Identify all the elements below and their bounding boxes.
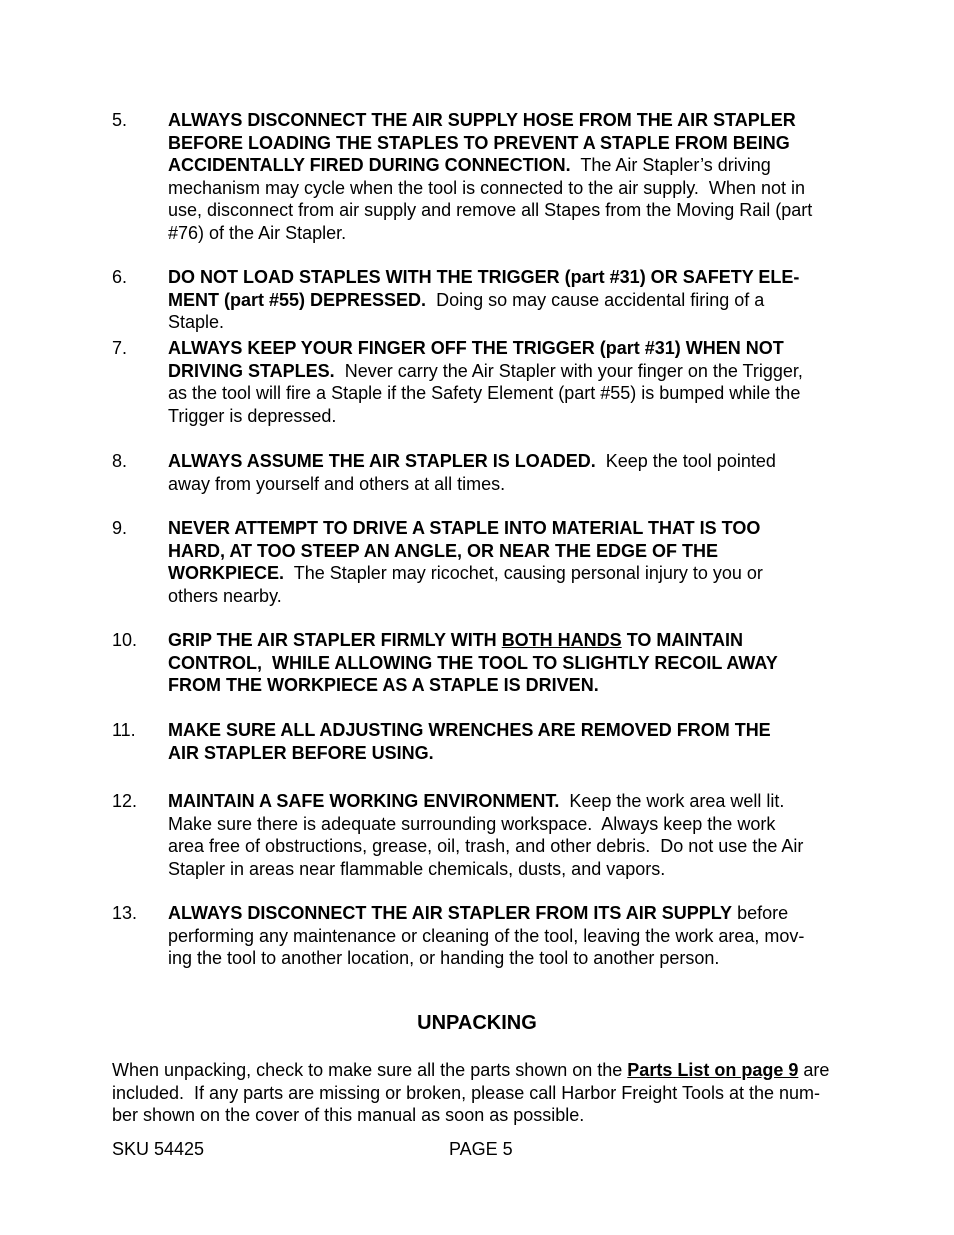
item-text	[168, 266, 842, 334]
item-number: 12.	[112, 791, 138, 811]
item-number: 7.	[112, 338, 128, 358]
text-line	[112, 1104, 847, 1127]
text-line	[168, 337, 842, 360]
text-line	[168, 858, 842, 881]
footer-page-number: PAGE 5	[449, 1139, 513, 1159]
text-line	[168, 835, 842, 858]
text-line	[168, 311, 842, 334]
text-line	[168, 266, 842, 289]
text-line	[168, 742, 842, 765]
text-run: ALWAYS KEEP YOUR FINGER OFF THE TRIGGER (part #31) WHEN NOT	[168, 338, 784, 358]
text-line	[168, 154, 842, 177]
text-line	[112, 1059, 847, 1082]
text-run: Never carry the Air Stapler with your finger on the Trigger,	[334, 360, 803, 381]
link-text: BOTH HANDS	[501, 630, 622, 650]
item-text	[168, 450, 842, 495]
text-line	[168, 222, 842, 245]
section-heading-unpacking: UNPACKING	[417, 1012, 537, 1034]
text-run: DRIVING STAPLES.	[168, 360, 335, 381]
text-run: ACCIDENTALLY FIRED DURING CONNECTION.	[168, 155, 571, 176]
text-line	[168, 360, 842, 383]
text-run: performing any maintenance or cleaning of the tool, leaving the work area, mov-	[168, 925, 805, 946]
text-line	[168, 674, 842, 697]
text-line	[168, 450, 842, 473]
text-run: ALWAYS DISCONNECT THE AIR SUPPLY HOSE FROM THE AIR STAPLER	[168, 110, 796, 130]
text-line	[168, 109, 842, 132]
text-run: are	[798, 1060, 830, 1080]
text-run: The Air Stapler’s driving	[570, 155, 771, 176]
text-run: BEFORE LOADING THE STAPLES TO PREVENT A STAPLE FROM BEING	[168, 132, 790, 153]
text-run: Doing so may cause accidental firing of a	[426, 289, 765, 310]
text-run: ALWAYS ASSUME THE AIR STAPLER IS LOADED.	[168, 451, 596, 471]
text-line	[168, 177, 842, 200]
text-run: The Stapler may ricochet, causing personal injury to you or	[284, 563, 763, 584]
text-line	[168, 719, 842, 742]
text-line	[168, 473, 842, 496]
text-run: before	[732, 903, 789, 923]
text-run: MENT (part #55) DEPRESSED.	[168, 289, 427, 310]
text-line	[168, 562, 842, 585]
text-line	[168, 289, 842, 312]
text-run: Keep the tool pointed	[595, 451, 776, 471]
link-text: Parts List on page 9	[627, 1060, 799, 1080]
item-number: 8.	[112, 451, 128, 471]
text-run: TO MAINTAIN	[621, 630, 744, 650]
text-line	[168, 132, 842, 155]
text-run: use, disconnect from air supply and remove all Stapes from the Moving Rail (part	[168, 200, 813, 221]
text-line	[168, 585, 842, 608]
text-run: Staple.	[168, 312, 225, 333]
footer-sku: SKU 54425	[112, 1139, 205, 1159]
item-text	[168, 337, 842, 427]
text-line	[168, 199, 842, 222]
text-line	[112, 1082, 847, 1105]
text-line	[168, 790, 842, 813]
text-run: AIR STAPLER BEFORE USING.	[168, 742, 434, 763]
text-run: mechanism may cycle when the tool is connected to the air supply. When not in	[168, 177, 805, 198]
text-run: MAINTAIN A SAFE WORKING ENVIRONMENT.	[168, 791, 560, 811]
text-line	[168, 382, 842, 405]
item-number: 10.	[112, 630, 138, 650]
text-line	[168, 902, 842, 925]
text-line	[168, 405, 842, 428]
item-text	[168, 109, 842, 245]
item-number: 13.	[112, 903, 138, 923]
item-number: 9.	[112, 518, 128, 538]
item-text	[168, 719, 842, 764]
text-line	[168, 925, 842, 948]
unpacking-paragraph	[112, 1059, 847, 1127]
text-run: NEVER ATTEMPT TO DRIVE A STAPLE INTO MATERIAL THAT IS TOO	[168, 518, 761, 538]
item-text	[168, 517, 842, 607]
text-run: Trigger is depressed.	[168, 405, 337, 426]
text-line	[168, 517, 842, 540]
text-run: HARD, AT TOO STEEP AN ANGLE, OR NEAR THE EDGE OF THE	[168, 540, 719, 561]
text-run: Make sure there is adequate surrounding workspace. Always keep the work	[168, 813, 776, 834]
text-run: FROM THE WORKPIECE AS A STAPLE IS DRIVEN.	[168, 675, 599, 696]
item-text	[168, 629, 842, 697]
text-line	[168, 813, 842, 836]
text-run: area free of obstructions, grease, oil, trash, and other debris. Do not use the Air	[168, 836, 804, 857]
text-line	[168, 540, 842, 563]
text-run: included. If any parts are missing or broken, please call Harbor Freight Tools at the num-	[112, 1082, 821, 1103]
text-run: WORKPIECE.	[168, 563, 285, 584]
text-run: ALWAYS DISCONNECT THE AIR STAPLER FROM ITS AIR SUPPLY	[168, 903, 733, 923]
text-run: ing the tool to another location, or handing the tool to another person.	[168, 948, 720, 969]
text-run: as the tool will fire a Staple if the Safety Element (part #55) is bumped while the	[168, 383, 801, 404]
text-run: DO NOT LOAD STAPLES WITH THE TRIGGER (part #31) OR SAFETY ELE-	[168, 267, 800, 287]
text-run: When unpacking, check to make sure all the parts shown on the	[112, 1060, 628, 1080]
text-line	[168, 652, 842, 675]
item-text	[168, 902, 842, 970]
text-run: GRIP THE AIR STAPLER FIRMLY WITH	[168, 630, 502, 650]
text-run: away from yourself and others at all times.	[168, 473, 506, 494]
item-text	[168, 790, 842, 880]
text-run: others nearby.	[168, 585, 282, 606]
text-run: CONTROL, WHILE ALLOWING THE TOOL TO SLIGHTLY RECOIL AWAY	[168, 652, 778, 673]
text-line	[168, 947, 842, 970]
text-run: Stapler in areas near flammable chemicals, dusts, and vapors.	[168, 858, 666, 879]
item-number: 6.	[112, 267, 128, 287]
text-run: MAKE SURE ALL ADJUSTING WRENCHES ARE REMOVED FROM THE	[168, 720, 771, 740]
text-run: Keep the work area well lit.	[559, 791, 785, 811]
item-number: 5.	[112, 110, 128, 130]
text-line	[168, 629, 842, 652]
item-number: 11.	[112, 720, 136, 740]
text-run: #76) of the Air Stapler.	[168, 222, 347, 243]
text-run: ber shown on the cover of this manual as soon as possible.	[112, 1105, 585, 1126]
